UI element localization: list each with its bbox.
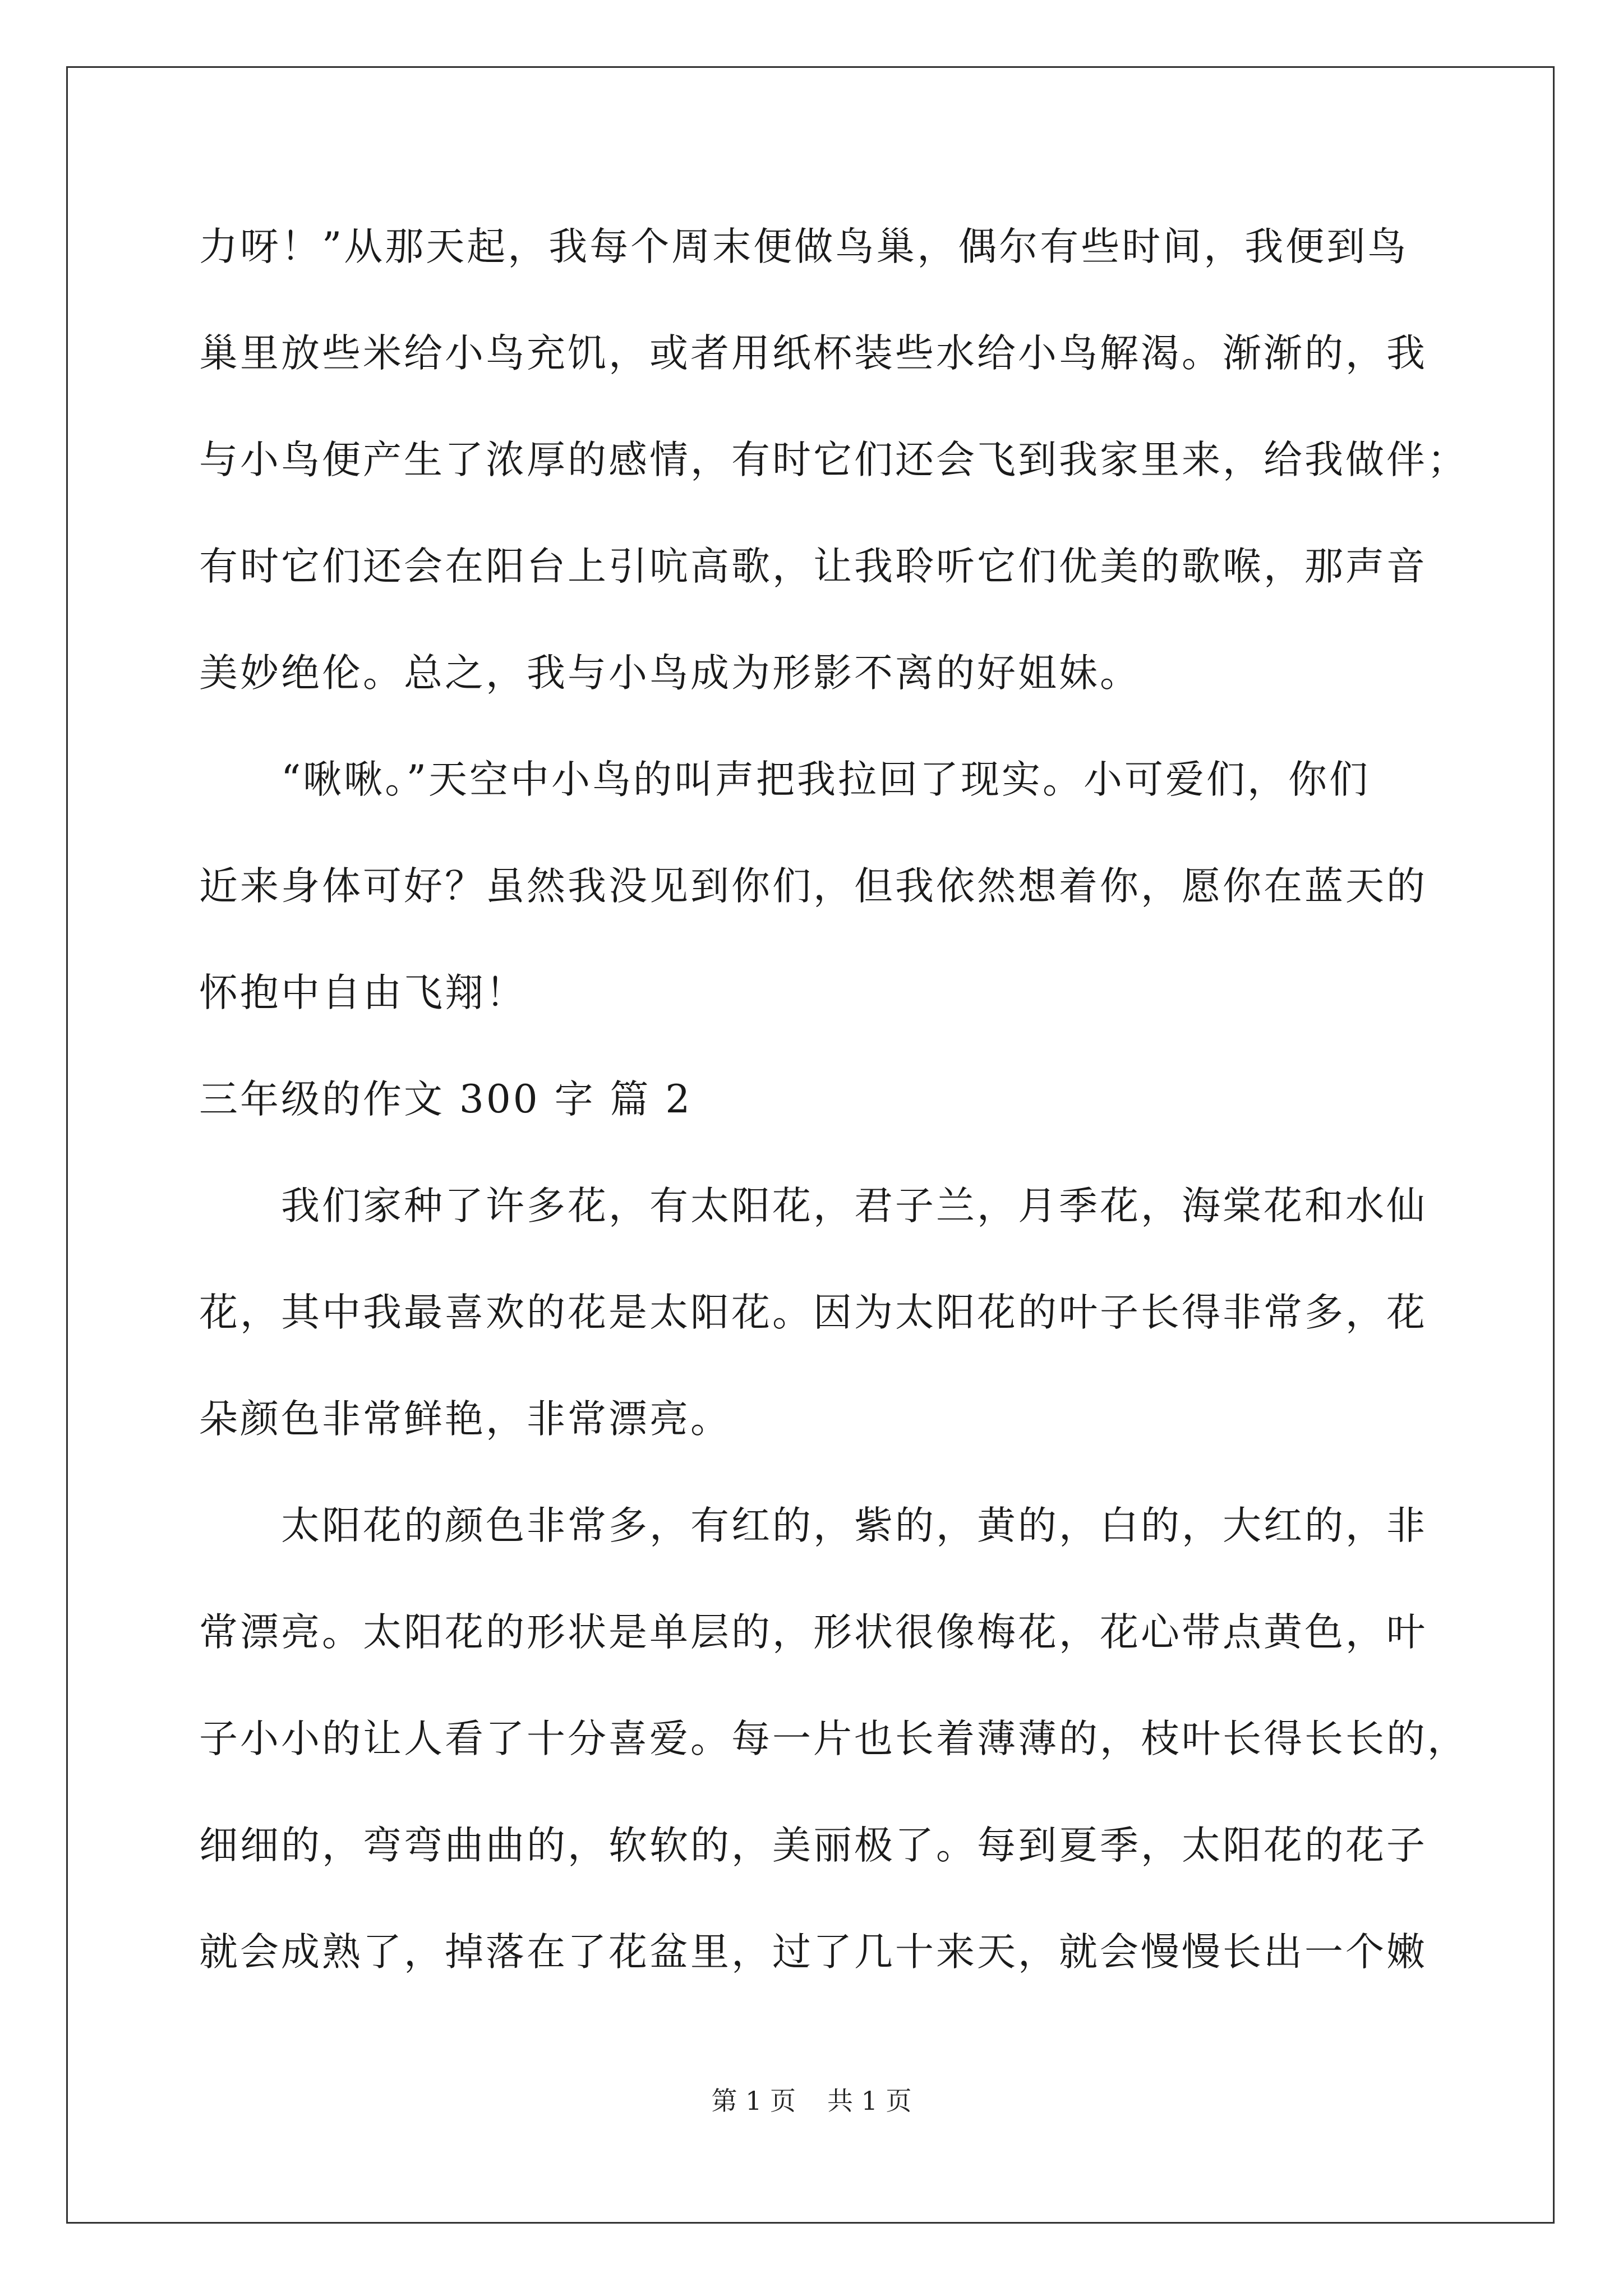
body-line: 太阳花的颜色非常多，有红的，紫的，黄的，白的，大红的，非 xyxy=(199,1503,1427,1548)
body-line: 我们家种了许多花，有太阳花，君子兰，月季花，海棠花和水仙 xyxy=(199,1184,1427,1228)
page-footer xyxy=(0,2084,1623,2118)
body-line: 细细的，弯弯曲曲的，软软的，美丽极了。每到夏季，太阳花的花子 xyxy=(199,1823,1427,1868)
page-number: 第 1 页 xyxy=(711,2086,796,2116)
body-line: 美妙绝伦。总之，我与小鸟成为形影不离的好姐妹。 xyxy=(199,651,1141,696)
body-line: 与小鸟便产生了浓厚的感情，有时它们还会飞到我家里来，给我做伴； xyxy=(199,438,1468,482)
body-line: 就会成熟了，掉落在了花盆里，过了几十来天，就会慢慢长出一个嫩 xyxy=(199,1930,1427,1975)
page-border xyxy=(66,66,1555,2224)
body-line: 朵颜色非常鲜艳，非常漂亮。 xyxy=(199,1397,731,1442)
body-line: “啾啾。”天空中小鸟的叫声把我拉回了现实。小可爱们，你们 xyxy=(199,757,1371,802)
body-line: 怀抱中自由飞翔！ xyxy=(199,970,527,1015)
body-line: 近来身体可好？虽然我没见到你们，但我依然想着你，愿你在蓝天的 xyxy=(199,864,1427,909)
body-line: 巢里放些米给小鸟充饥，或者用纸杯装些水给小鸟解渴。渐渐的，我 xyxy=(199,331,1427,376)
section-heading: 三年级的作文 300 字 篇 2 xyxy=(199,1077,693,1122)
page-total: 共 1 页 xyxy=(827,2086,912,2116)
body-line: 力呀！”从那天起，我每个周末便做鸟巢，偶尔有些时间，我便到鸟 xyxy=(199,224,1409,269)
body-line: 常漂亮。太阳花的形状是单层的，形状很像梅花，花心带点黄色，叶 xyxy=(199,1610,1427,1655)
body-line: 子小小的让人看了十分喜爱。每一片也长着薄薄的，枝叶长得长长的， xyxy=(199,1717,1468,1761)
body-line: 花，其中我最喜欢的花是太阳花。因为太阳花的叶子长得非常多，花 xyxy=(199,1290,1427,1335)
body-line: 有时它们还会在阳台上引吭高歌，让我聆听它们优美的歌喉，那声音 xyxy=(199,544,1427,589)
